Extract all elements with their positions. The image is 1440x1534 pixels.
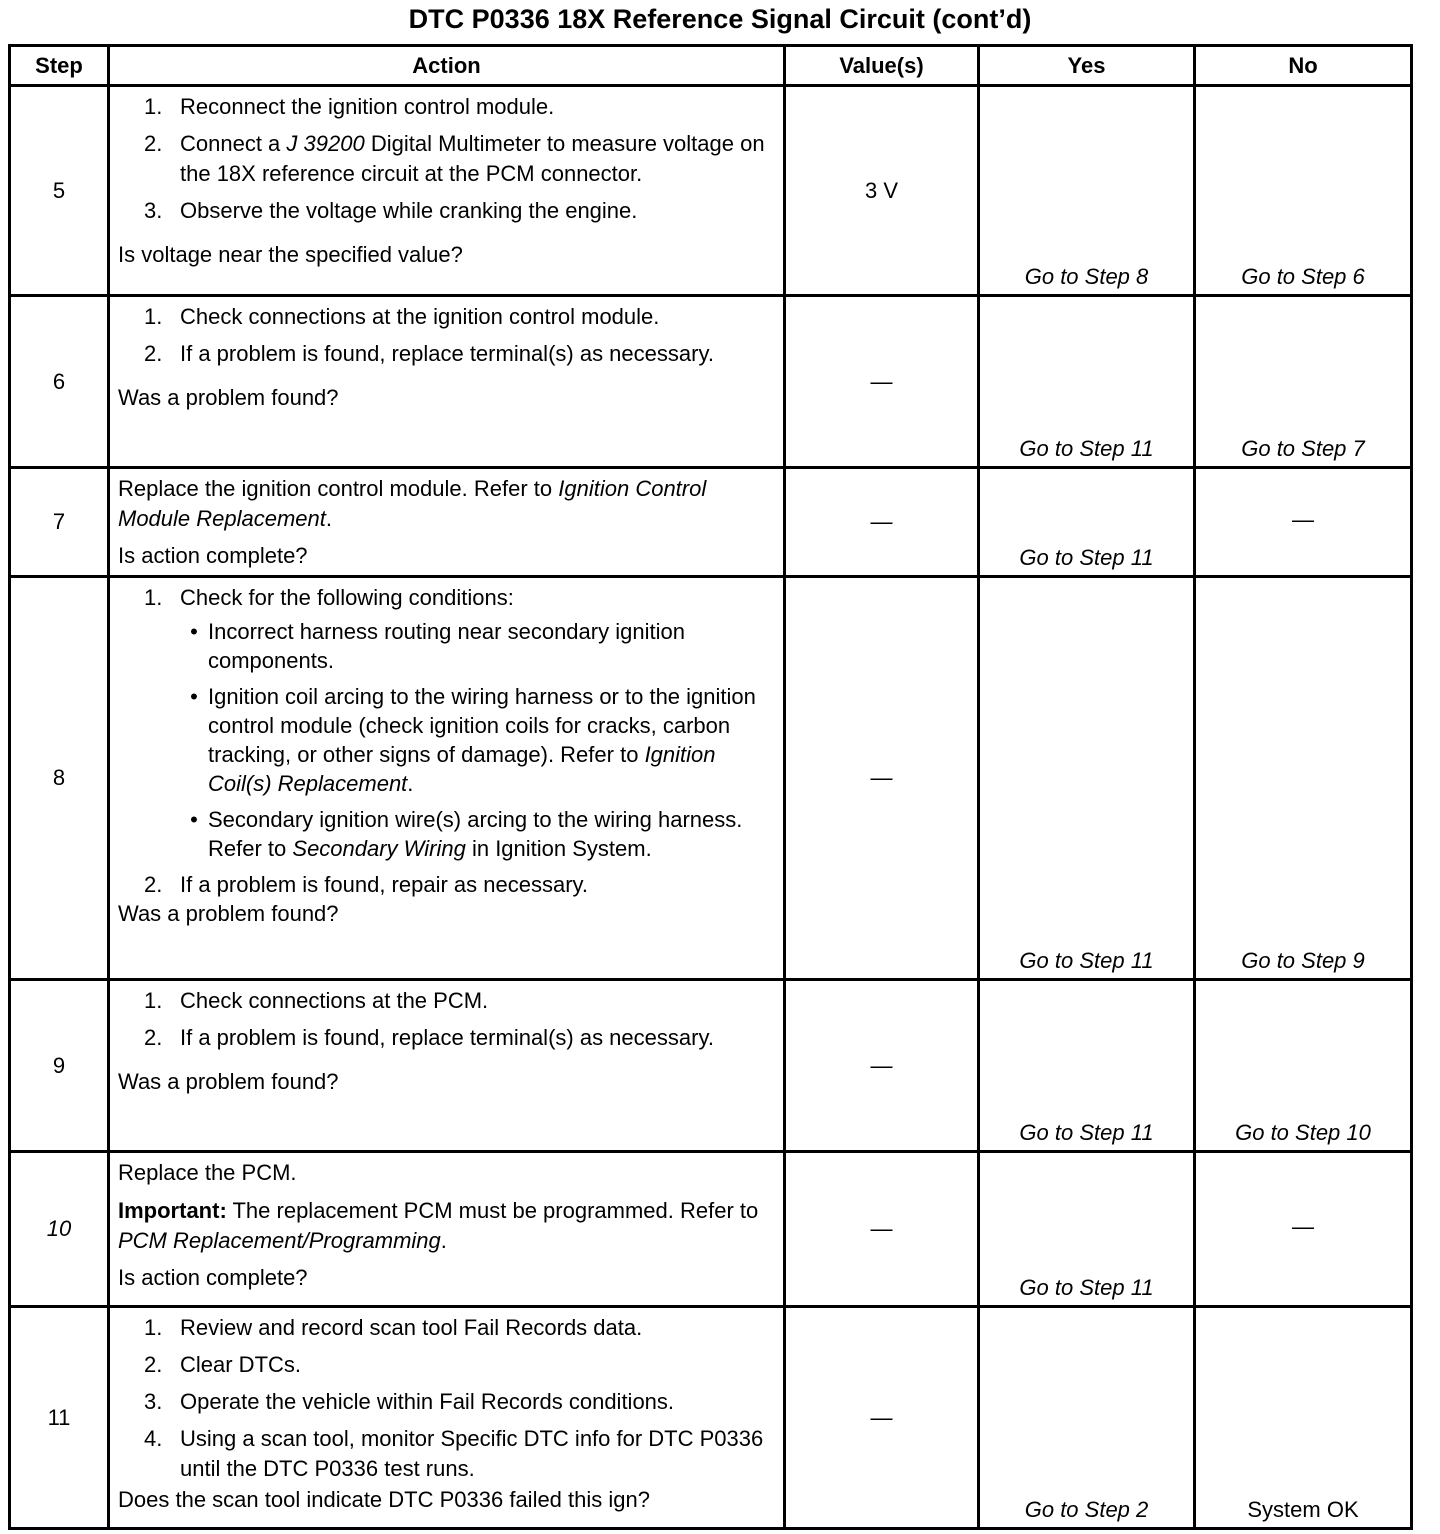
yes-cell: Go to Step 11 (979, 1152, 1195, 1307)
no-cell: Go to Step 9 (1195, 577, 1412, 980)
column-header-yes: Yes (979, 46, 1195, 86)
important-label: Important: (118, 1198, 227, 1223)
dtc-table (8, 44, 1413, 1530)
list-item: 2. If a problem is found, replace terminal(s) as necessary. (144, 1025, 714, 1050)
list-item: 3. Observe the voltage while cranking the engine. (144, 198, 638, 223)
action-cell (109, 577, 785, 980)
yes-cell: Go to Step 11 (979, 577, 1195, 980)
step-number: 9 (10, 980, 109, 1152)
value-cell: 3 V (785, 86, 979, 296)
list-item: 1. Reconnect the ignition control module. (144, 94, 555, 119)
no-cell: — (1195, 1152, 1412, 1307)
step-number: 5 (10, 86, 109, 296)
action-text: Replace the ignition control module. Refer to Ignition Control Module Replacement. (118, 476, 707, 531)
table-row (10, 296, 1412, 468)
important-note: Important: The replacement PCM must be programmed. Refer to PCM Replacement/Programming. (118, 1198, 759, 1253)
value-cell: — (785, 296, 979, 468)
table-row (10, 1307, 1412, 1529)
bullet-item: • Secondary ignition wire(s) arcing to the wiring harness. Refer to Secondary Wiring in Ignition System. (190, 807, 743, 861)
tool-reference: J 39200 (286, 131, 365, 156)
table-row (10, 577, 1412, 980)
table-row (10, 86, 1412, 296)
action-cell (109, 1307, 785, 1529)
action-cell (109, 468, 785, 577)
action-text: Replace the PCM. (118, 1160, 297, 1185)
column-header-step: Step (10, 46, 109, 86)
list-item: 3. Operate the vehicle within Fail Records conditions. (144, 1389, 675, 1414)
list-item: 2. Clear DTCs. (144, 1352, 302, 1377)
header-row (10, 46, 1412, 86)
table-row (10, 980, 1412, 1152)
doc-reference: Secondary Wiring (292, 836, 466, 861)
step-number: 8 (10, 577, 109, 980)
list-item: 4. Using a scan tool, monitor Specific DTC info for DTC P0336 until the DTC P0336 test runs. (144, 1426, 764, 1481)
table-row (10, 468, 1412, 577)
table-row (10, 1152, 1412, 1307)
value-cell: — (785, 577, 979, 980)
yes-cell: Go to Step 8 (979, 86, 1195, 296)
list-item: 1. Check connections at the PCM. (144, 988, 489, 1013)
list-item: 2. If a problem is found, replace terminal(s) as necessary. (144, 341, 714, 366)
step-number: 10 (10, 1152, 109, 1307)
action-cell (109, 86, 785, 296)
question: Is action complete? (118, 1265, 308, 1290)
question: Was a problem found? (118, 1069, 339, 1094)
question: Was a problem found? (118, 901, 339, 926)
action-cell (109, 980, 785, 1152)
value-cell: — (785, 468, 979, 577)
step-number: 6 (10, 296, 109, 468)
no-cell: Go to Step 6 (1195, 86, 1412, 296)
yes-cell: Go to Step 11 (979, 296, 1195, 468)
step-number: 11 (10, 1307, 109, 1529)
doc-reference: PCM Replacement/Programming (118, 1228, 441, 1253)
yes-cell: Go to Step 2 (979, 1307, 1195, 1529)
list-item: 2. Connect a J 39200 Digital Multimeter to measure voltage on the 18X reference circuit at the PCM connector. (144, 131, 765, 186)
list-item: 1. Review and record scan tool Fail Records data. (144, 1315, 643, 1340)
list-item: 2. If a problem is found, repair as necessary. (144, 872, 589, 897)
list-item: 1. Check for the following conditions: (144, 585, 514, 610)
step-number: 7 (10, 468, 109, 577)
doc-reference: Ignition Control Module Replacement (118, 476, 707, 531)
no-cell: Go to Step 10 (1195, 980, 1412, 1152)
yes-cell: Go to Step 11 (979, 980, 1195, 1152)
question: Was a problem found? (118, 385, 339, 410)
no-cell: — (1195, 468, 1412, 577)
question: Does the scan tool indicate DTC P0336 failed this ign? (118, 1487, 650, 1512)
column-header-no: No (1195, 46, 1412, 86)
value-cell: — (785, 1152, 979, 1307)
bullet-item: • Ignition coil arcing to the wiring harness or to the ignition control module (check ignition coils for cracks, carbon tracking, or other signs of damage). Refer to Ignition Coil(s) Replacement. (190, 684, 756, 796)
question: Is voltage near the specified value? (118, 242, 463, 267)
no-cell: System OK (1195, 1307, 1412, 1529)
action-cell (109, 296, 785, 468)
page-title: DTC P0336 18X Reference Signal Circuit (cont’d) (408, 4, 1032, 34)
action-cell (109, 1152, 785, 1307)
no-cell: Go to Step 7 (1195, 296, 1412, 468)
column-header-action: Action (109, 46, 785, 86)
column-header-values: Value(s) (785, 46, 979, 86)
value-cell: — (785, 1307, 979, 1529)
bullet-item: • Incorrect harness routing near secondary ignition components. (190, 619, 685, 673)
doc-reference: Ignition Coil(s) Replacement (208, 742, 716, 796)
list-item: 1. Check connections at the ignition control module. (144, 304, 660, 329)
yes-cell: Go to Step 11 (979, 468, 1195, 577)
value-cell: — (785, 980, 979, 1152)
question: Is action complete? (118, 543, 308, 568)
